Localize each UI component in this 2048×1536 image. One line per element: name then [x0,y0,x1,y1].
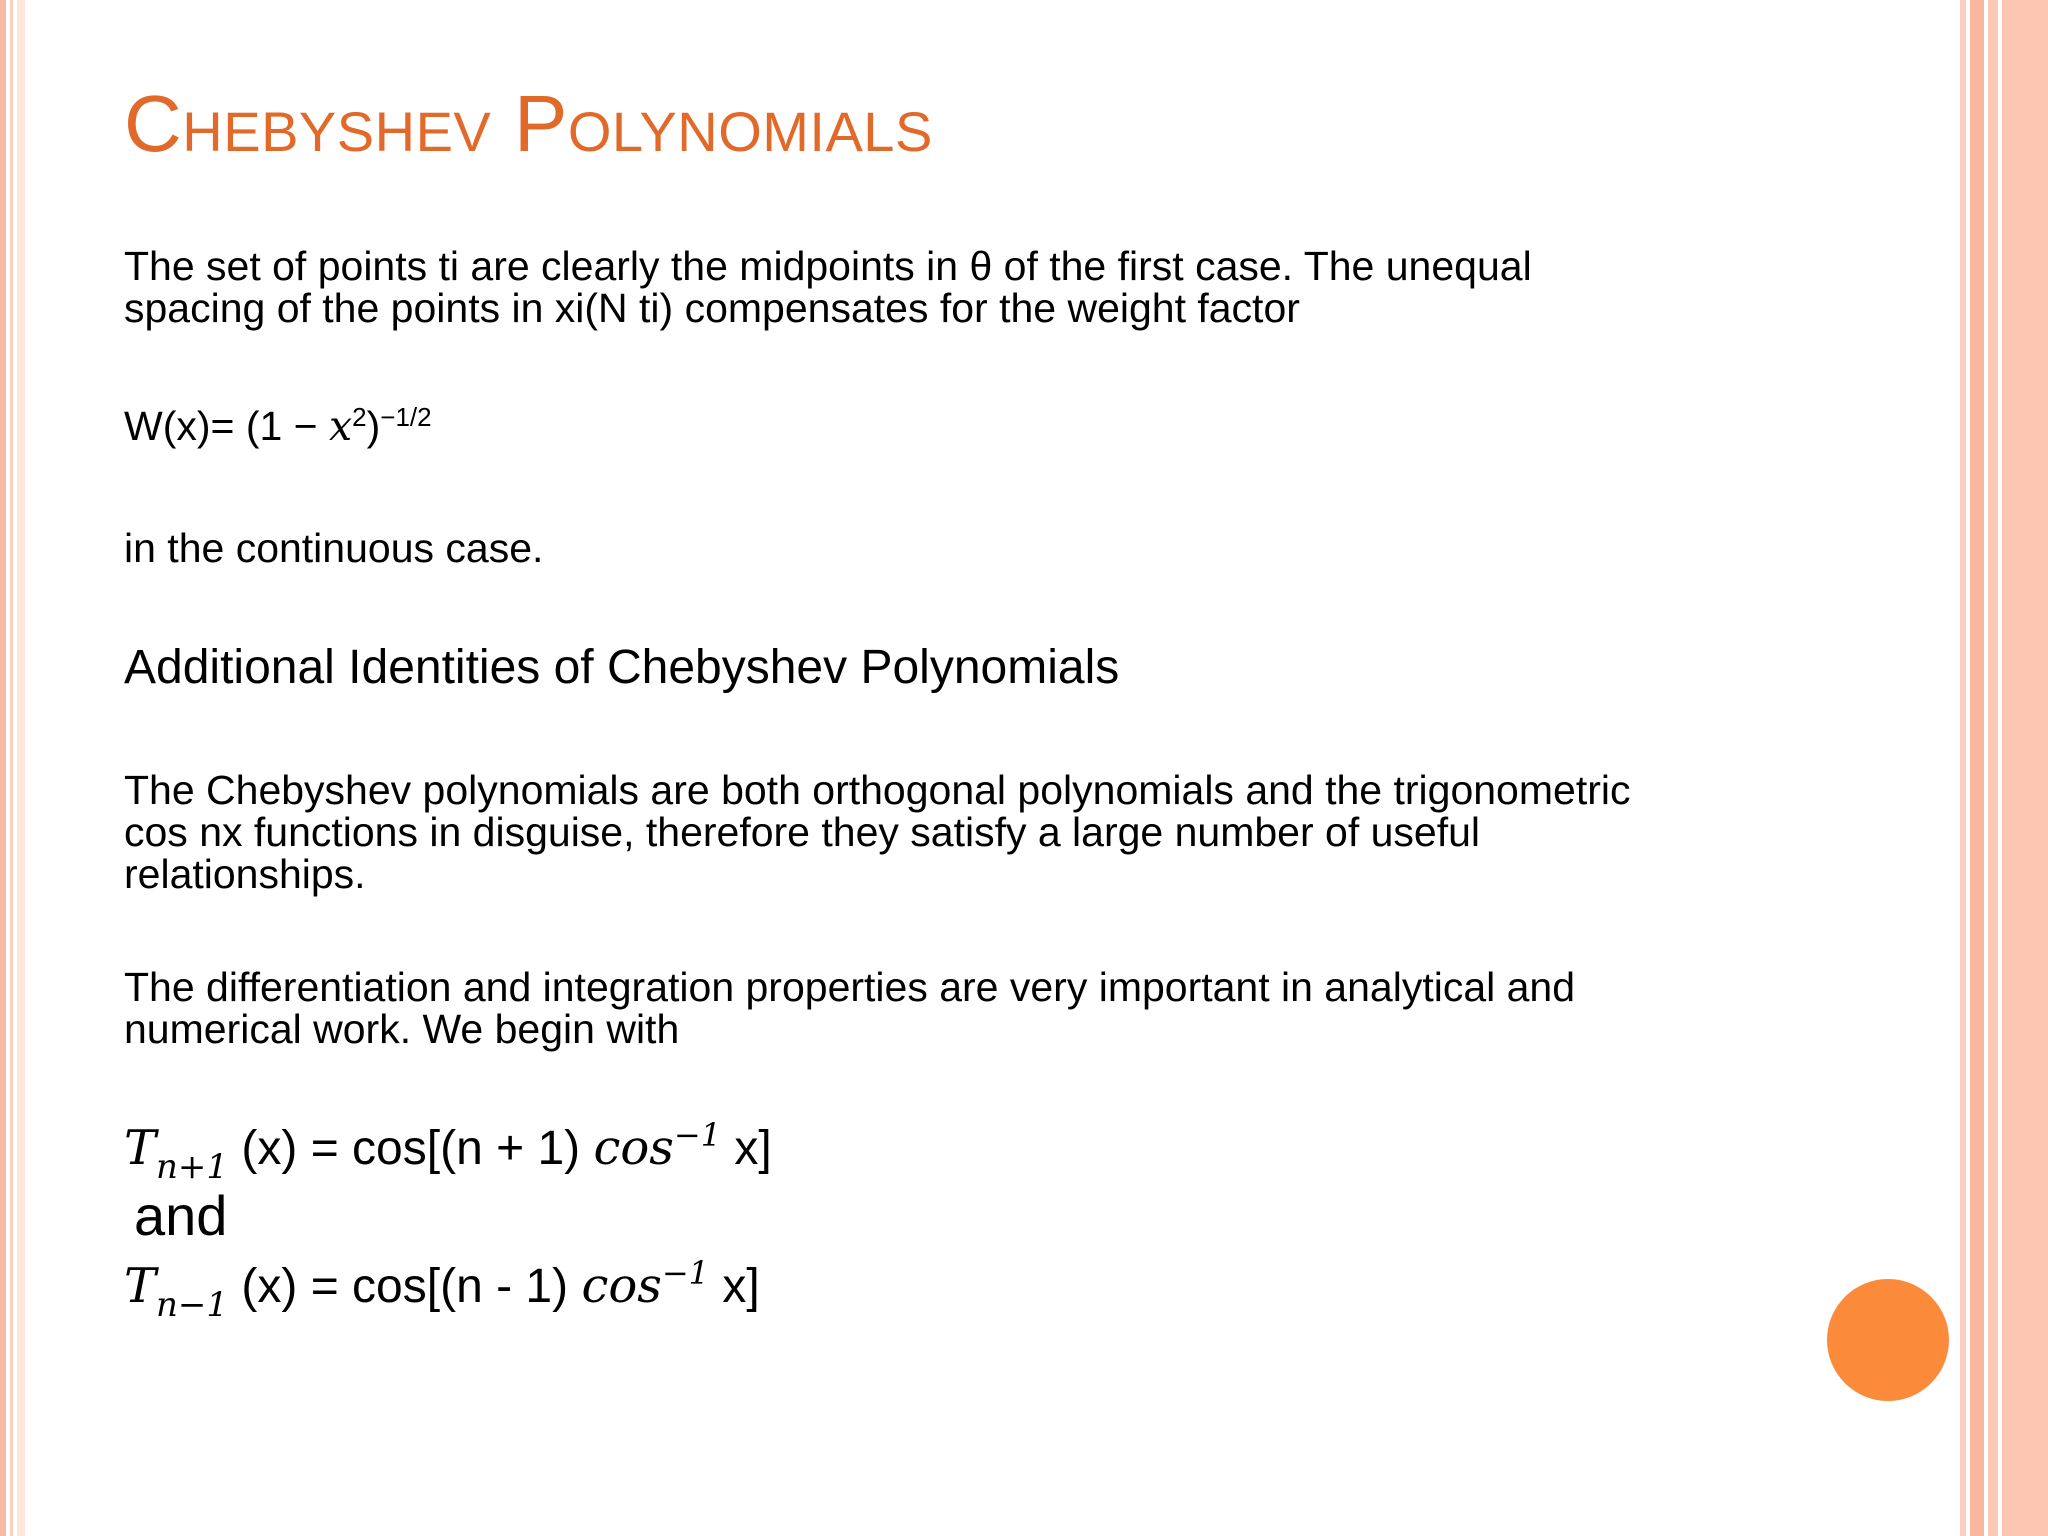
paragraph-line: The Chebyshev polynomials are both orthogonal polynomials and the trigonometric [124,767,1631,813]
equation-superscript: −1 [661,1254,710,1292]
paragraph-line: numerical work. We begin with [124,1006,680,1052]
equation-symbol-t: T [124,1120,157,1176]
slide-title: Chebyshev Polynomials [124,79,933,168]
right-border-stripe [1970,0,1984,1536]
paragraph-orthogonal [124,769,1630,895]
equation-t-n-minus-1 [124,1254,760,1325]
left-border-stripe [17,0,25,1536]
section-subheading: Additional Identities of Chebyshev Polynomials [124,641,1120,694]
paragraph-line: spacing of the points in xi(N ti) compensates for the weight factor [124,285,1300,331]
equation-cos: cos [581,1258,662,1314]
equation-cos: cos [593,1120,674,1176]
equation-subscript: n+1 [156,1147,229,1187]
equation-superscript: −1 [673,1116,722,1154]
decorative-orange-circle [1827,1279,1949,1401]
left-border-stripe [0,0,6,1536]
paragraph-continuous-case: in the continuous case. [124,525,544,571]
paragraph-line: The differentiation and integration properties are very important in analytical and [124,964,1576,1010]
equation-body: (x) = cos[(n - 1) [228,1260,582,1313]
weight-formula-close-paren: ) [366,403,381,449]
right-border-stripe [1988,0,1998,1536]
weight-formula-x-exponent: 2 [352,402,367,432]
right-border-stripe [2002,0,2048,1536]
equation-subscript: n−1 [156,1285,229,1325]
paragraph-line: relationships. [124,851,366,897]
paragraph-differentiation [124,966,1575,1050]
equation-t-n-plus-1 [124,1116,772,1187]
equation-body: (x) = cos[(n + 1) [228,1122,594,1175]
weight-formula-x: x [329,402,353,450]
equation-symbol-t: T [124,1258,157,1314]
weight-formula-exponent: −1/2 [380,402,432,432]
equation-end: x] [721,1122,772,1175]
paragraph-line: cos nx functions in disguise, therefore they satisfy a large number of useful [124,809,1481,855]
equation-end: x] [709,1260,760,1313]
paragraph-line: The set of points ti are clearly the midpoints in θ of the first case. The unequal [124,243,1532,289]
paragraph-midpoints [124,245,1532,329]
equation-and: and [134,1184,228,1247]
left-border-stripe [10,0,13,1536]
weight-formula-lhs: W(x)= (1 − [124,403,330,449]
weight-formula [124,402,432,452]
right-border-stripe [1960,0,1966,1536]
